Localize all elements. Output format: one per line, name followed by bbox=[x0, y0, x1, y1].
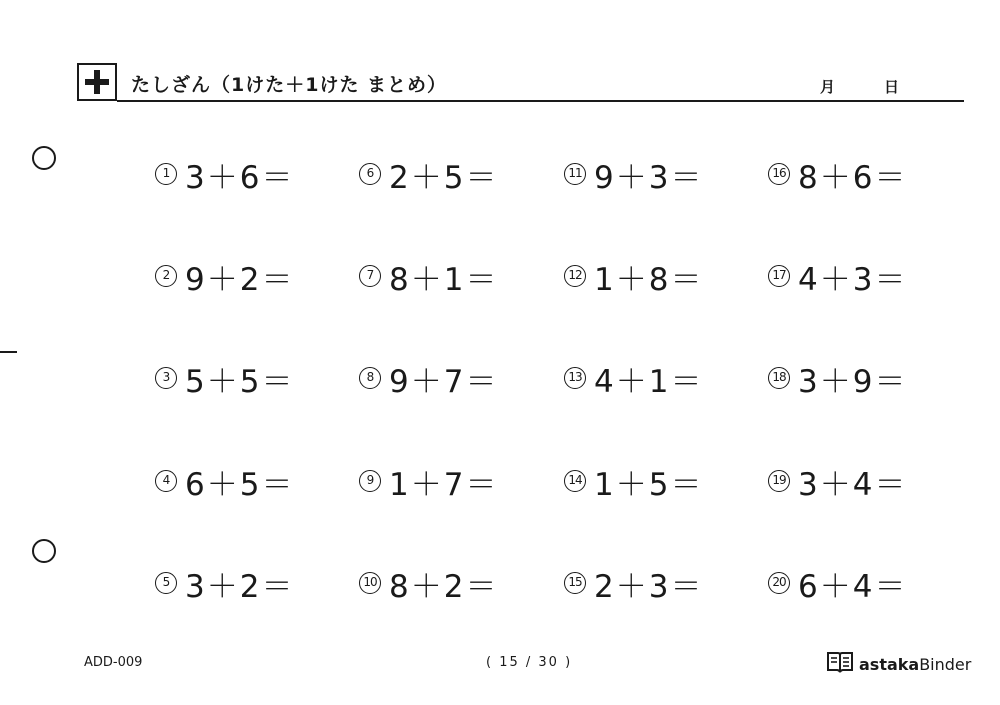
problem-expression: 2＋5＝ bbox=[389, 159, 499, 196]
problem-expression: 9＋7＝ bbox=[389, 363, 499, 400]
problem-item bbox=[564, 256, 703, 296]
binder-book-icon bbox=[826, 650, 854, 678]
title-divider bbox=[117, 100, 964, 102]
problem-item bbox=[768, 563, 907, 603]
problem-item bbox=[768, 154, 907, 194]
problem-item bbox=[155, 461, 294, 501]
problem-expression: 1＋7＝ bbox=[389, 466, 499, 503]
problem-number: 17 bbox=[768, 265, 790, 287]
problem-item bbox=[155, 358, 294, 398]
problem-item bbox=[768, 256, 907, 296]
problem-item bbox=[564, 461, 703, 501]
problem-expression: 4＋3＝ bbox=[798, 261, 908, 298]
problem-item bbox=[768, 461, 907, 501]
brand-name-regular: Binder bbox=[919, 654, 972, 674]
problem-number: 10 bbox=[359, 572, 381, 594]
problem-expression: 9＋3＝ bbox=[594, 159, 704, 196]
problem-number: 14 bbox=[564, 470, 586, 492]
problem-expression: 6＋5＝ bbox=[185, 466, 295, 503]
problem-expression: 8＋1＝ bbox=[389, 261, 499, 298]
problem-expression: 1＋5＝ bbox=[594, 466, 704, 503]
problem-number: 16 bbox=[768, 163, 790, 185]
problem-number: 7 bbox=[359, 265, 381, 287]
brand-name-bold: astaka bbox=[859, 654, 920, 674]
month-label: 月 bbox=[820, 78, 836, 96]
page-indicator: ( 15 / 30 ) bbox=[486, 655, 573, 670]
problem-number: 12 bbox=[564, 265, 586, 287]
problem-number: 11 bbox=[564, 163, 586, 185]
problem-item bbox=[564, 358, 703, 398]
problem-item bbox=[359, 461, 498, 501]
problem-expression: 9＋2＝ bbox=[185, 261, 295, 298]
problem-expression: 3＋2＝ bbox=[185, 568, 295, 605]
problem-expression: 3＋9＝ bbox=[798, 363, 908, 400]
problem-number: 15 bbox=[564, 572, 586, 594]
problem-item bbox=[359, 154, 498, 194]
problem-item bbox=[564, 154, 703, 194]
problem-expression: 1＋8＝ bbox=[594, 261, 704, 298]
problem-number: 4 bbox=[155, 470, 177, 492]
day-label: 日 bbox=[884, 78, 900, 96]
problem-number: 2 bbox=[155, 265, 177, 287]
problem-number: 6 bbox=[359, 163, 381, 185]
problem-number: 5 bbox=[155, 572, 177, 594]
brand-logo bbox=[826, 650, 971, 678]
problem-expression: 8＋6＝ bbox=[798, 159, 908, 196]
problem-item bbox=[564, 563, 703, 603]
problem-number: 1 bbox=[155, 163, 177, 185]
problem-expression: 3＋6＝ bbox=[185, 159, 295, 196]
problem-number: 8 bbox=[359, 367, 381, 389]
problem-item bbox=[359, 256, 498, 296]
problem-expression: 5＋5＝ bbox=[185, 363, 295, 400]
binder-hole-bottom bbox=[32, 539, 56, 563]
problem-number: 13 bbox=[564, 367, 586, 389]
problem-expression: 6＋4＝ bbox=[798, 568, 908, 605]
problem-expression: 4＋1＝ bbox=[594, 363, 704, 400]
center-fold-mark bbox=[0, 351, 17, 353]
problem-expression: 2＋3＝ bbox=[594, 568, 704, 605]
problem-item bbox=[155, 563, 294, 603]
problem-number: 3 bbox=[155, 367, 177, 389]
problem-number: 9 bbox=[359, 470, 381, 492]
problem-number: 20 bbox=[768, 572, 790, 594]
worksheet-code: ADD-009 bbox=[84, 655, 143, 670]
worksheet-title: たしざん（1けた＋1けた まとめ） bbox=[131, 74, 448, 96]
binder-hole-top bbox=[32, 146, 56, 170]
problem-item bbox=[155, 154, 294, 194]
problem-number: 18 bbox=[768, 367, 790, 389]
problem-item bbox=[155, 256, 294, 296]
problem-item bbox=[359, 358, 498, 398]
problem-item bbox=[768, 358, 907, 398]
problem-expression: 8＋2＝ bbox=[389, 568, 499, 605]
plus-icon bbox=[77, 63, 117, 101]
problem-expression: 3＋4＝ bbox=[798, 466, 908, 503]
problem-number: 19 bbox=[768, 470, 790, 492]
problem-item bbox=[359, 563, 498, 603]
